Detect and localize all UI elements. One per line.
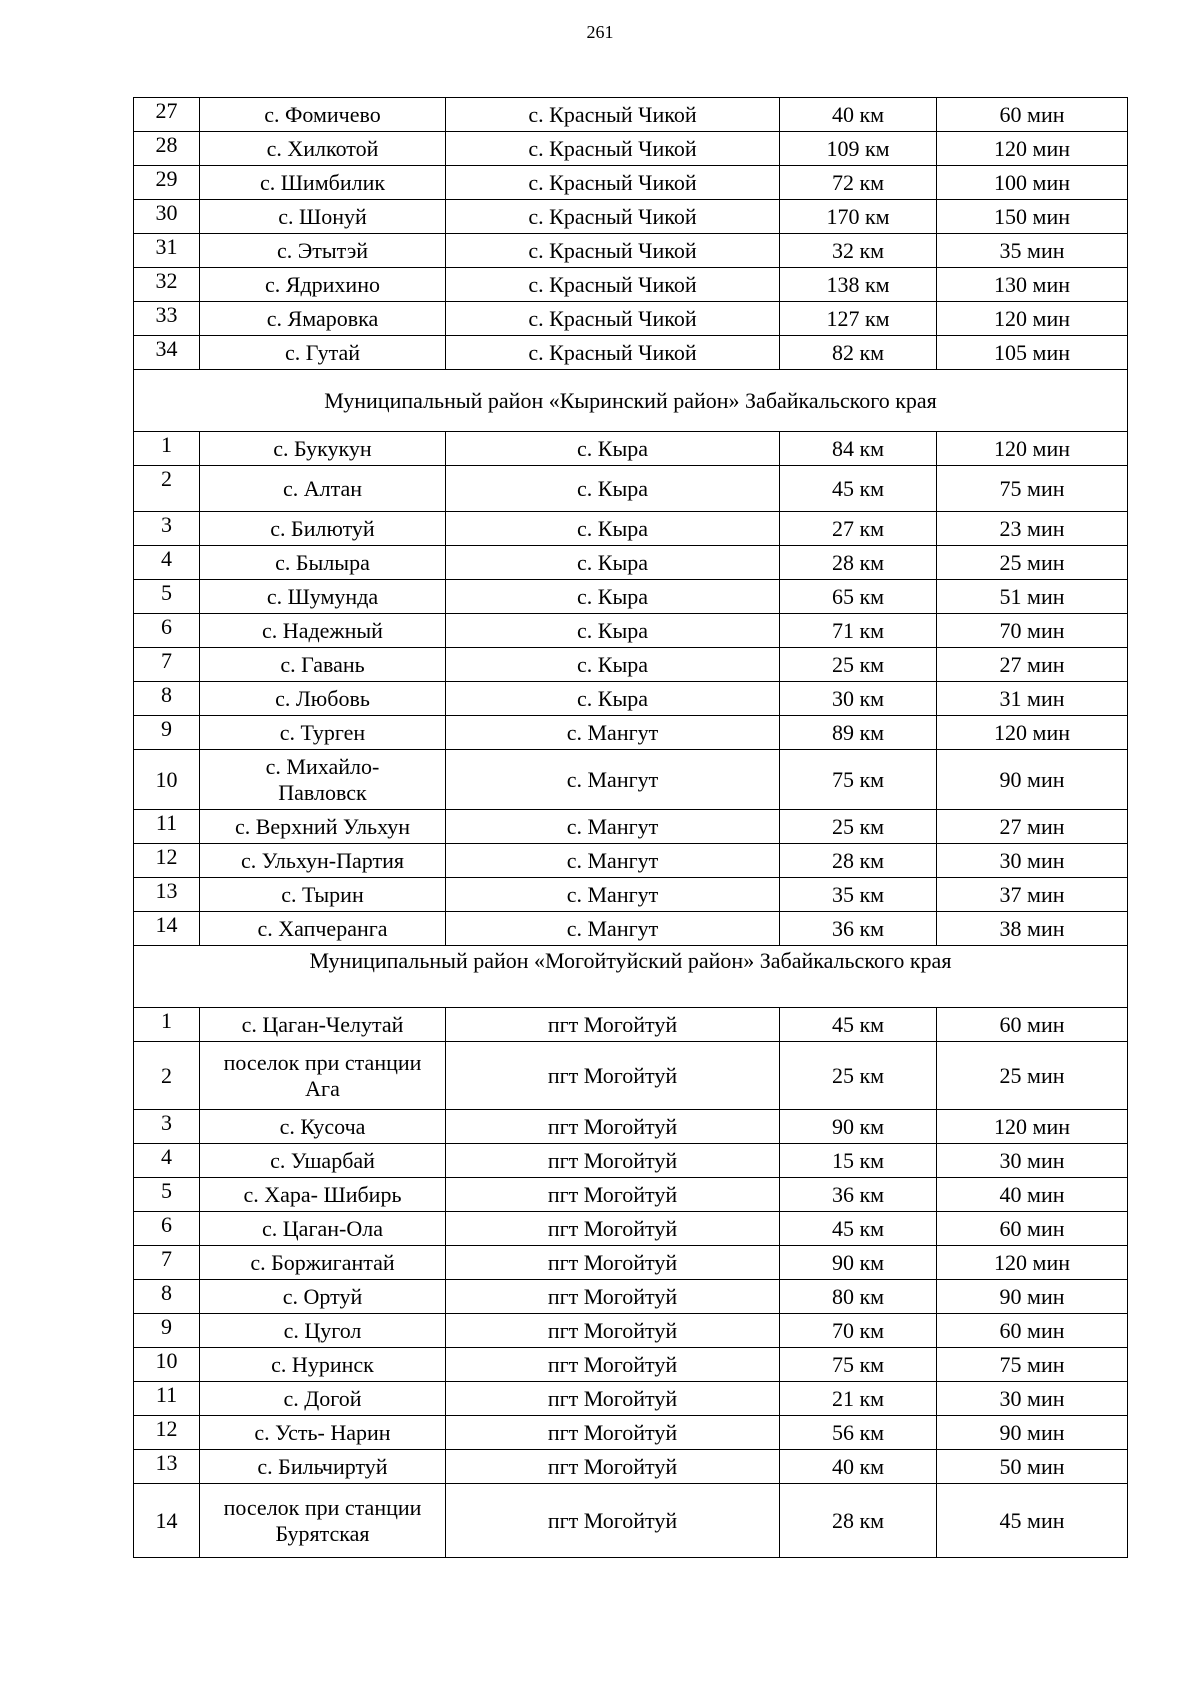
distance-cell: 21 км xyxy=(780,1382,937,1416)
destination-cell: пгт Могойтуй xyxy=(446,1212,780,1246)
destination-cell: пгт Могойтуй xyxy=(446,1008,780,1042)
distance-cell: 28 км xyxy=(780,546,937,580)
destination-cell: с. Красный Чикой xyxy=(446,268,780,302)
row-number-cell: 8 xyxy=(134,1280,200,1314)
table-row xyxy=(134,466,1128,512)
travel-time-cell: 70 мин xyxy=(937,614,1128,648)
row-number-cell: 1 xyxy=(134,1008,200,1042)
row-number-cell: 32 xyxy=(134,268,200,302)
destination-cell: пгт Могойтуй xyxy=(446,1450,780,1484)
distance-cell: 80 км xyxy=(780,1280,937,1314)
destination-cell: с. Красный Чикой xyxy=(446,336,780,370)
origin-cell: с. Билютуй xyxy=(200,512,446,546)
origin-cell: с. Хара- Шибирь xyxy=(200,1178,446,1212)
table-row xyxy=(134,1212,1128,1246)
table-row xyxy=(134,810,1128,844)
travel-time-cell: 40 мин xyxy=(937,1178,1128,1212)
table-row xyxy=(134,614,1128,648)
row-number-cell: 2 xyxy=(134,466,200,512)
destination-cell: с. Мангут xyxy=(446,716,780,750)
row-number-cell: 30 xyxy=(134,200,200,234)
distance-cell: 28 км xyxy=(780,1484,937,1558)
table-row xyxy=(134,1178,1128,1212)
distance-table-body xyxy=(134,98,1128,1558)
travel-time-cell: 100 мин xyxy=(937,166,1128,200)
origin-cell: с. Алтан xyxy=(200,466,446,512)
distance-cell: 45 км xyxy=(780,1008,937,1042)
destination-cell: с. Красный Чикой xyxy=(446,234,780,268)
origin-cell: с. Верхний Ульхун xyxy=(200,810,446,844)
row-number-cell: 12 xyxy=(134,844,200,878)
distance-cell: 30 км xyxy=(780,682,937,716)
row-number-cell: 33 xyxy=(134,302,200,336)
travel-time-cell: 90 мин xyxy=(937,750,1128,810)
origin-cell: с. Ульхун-Партия xyxy=(200,844,446,878)
destination-cell: с. Красный Чикой xyxy=(446,166,780,200)
origin-line-1: с. Михайло- xyxy=(265,753,380,779)
table-row xyxy=(134,1246,1128,1280)
travel-time-cell: 35 мин xyxy=(937,234,1128,268)
destination-cell: с. Мангут xyxy=(446,750,780,810)
row-number-cell: 6 xyxy=(134,614,200,648)
origin-line-2: Ага xyxy=(305,1075,340,1101)
destination-cell: пгт Могойтуй xyxy=(446,1280,780,1314)
row-number-cell: 1 xyxy=(134,432,200,466)
origin-cell: с. Цаган-Ола xyxy=(200,1212,446,1246)
travel-time-cell: 120 мин xyxy=(937,132,1128,166)
destination-cell: с. Мангут xyxy=(446,912,780,946)
travel-time-cell: 37 мин xyxy=(937,878,1128,912)
row-number-cell: 28 xyxy=(134,132,200,166)
table-row xyxy=(134,1042,1128,1110)
destination-cell: с. Кыра xyxy=(446,512,780,546)
origin-cell: с. Усть- Нарин xyxy=(200,1416,446,1450)
destination-cell: с. Мангут xyxy=(446,810,780,844)
table-row xyxy=(134,1008,1128,1042)
section-title: Муниципальный район «Кыринский район» Забайкальского края xyxy=(134,370,1128,432)
table-row xyxy=(134,98,1128,132)
origin-cell xyxy=(200,1042,446,1110)
travel-time-cell: 60 мин xyxy=(937,98,1128,132)
origin-cell: с. Турген xyxy=(200,716,446,750)
distance-cell: 56 км xyxy=(780,1416,937,1450)
origin-cell: с. Бильчиртуй xyxy=(200,1450,446,1484)
row-number-cell: 29 xyxy=(134,166,200,200)
row-number-cell: 11 xyxy=(134,810,200,844)
travel-time-cell: 25 мин xyxy=(937,1042,1128,1110)
distance-cell: 35 км xyxy=(780,878,937,912)
distance-cell: 45 км xyxy=(780,466,937,512)
row-number-cell: 27 xyxy=(134,98,200,132)
travel-time-cell: 120 мин xyxy=(937,716,1128,750)
travel-time-cell: 130 мин xyxy=(937,268,1128,302)
table-row xyxy=(134,1314,1128,1348)
table-row xyxy=(134,512,1128,546)
travel-time-cell: 120 мин xyxy=(937,432,1128,466)
table-row xyxy=(134,844,1128,878)
destination-cell: пгт Могойтуй xyxy=(446,1314,780,1348)
travel-time-cell: 90 мин xyxy=(937,1416,1128,1450)
origin-cell: с. Любовь xyxy=(200,682,446,716)
travel-time-cell: 25 мин xyxy=(937,546,1128,580)
origin-cell: с. Фомичево xyxy=(200,98,446,132)
travel-time-cell: 120 мин xyxy=(937,1110,1128,1144)
destination-cell: пгт Могойтуй xyxy=(446,1042,780,1110)
table-row xyxy=(134,1110,1128,1144)
travel-time-cell: 75 мин xyxy=(937,466,1128,512)
travel-time-cell: 30 мин xyxy=(937,1382,1128,1416)
table-row xyxy=(134,1382,1128,1416)
travel-time-cell: 105 мин xyxy=(937,336,1128,370)
travel-time-cell: 27 мин xyxy=(937,648,1128,682)
row-number-cell: 4 xyxy=(134,1144,200,1178)
row-number-cell: 7 xyxy=(134,1246,200,1280)
table-row xyxy=(134,750,1128,810)
table-row xyxy=(134,1348,1128,1382)
row-number-cell: 14 xyxy=(134,1484,200,1558)
origin-cell: с. Былыра xyxy=(200,546,446,580)
table-row xyxy=(134,1484,1128,1558)
distance-cell: 170 км xyxy=(780,200,937,234)
origin-cell: с. Боржигантай xyxy=(200,1246,446,1280)
travel-time-cell: 60 мин xyxy=(937,1008,1128,1042)
destination-cell: с. Кыра xyxy=(446,432,780,466)
travel-time-cell: 51 мин xyxy=(937,580,1128,614)
table-row xyxy=(134,878,1128,912)
row-number-cell: 13 xyxy=(134,878,200,912)
table-row xyxy=(134,432,1128,466)
row-number-cell: 3 xyxy=(134,512,200,546)
row-number-cell: 4 xyxy=(134,546,200,580)
table-row xyxy=(134,1144,1128,1178)
origin-cell: с. Шумунда xyxy=(200,580,446,614)
origin-cell: с. Хапчеранга xyxy=(200,912,446,946)
row-number-cell: 10 xyxy=(134,1348,200,1382)
table-row xyxy=(134,580,1128,614)
travel-time-cell: 38 мин xyxy=(937,912,1128,946)
travel-time-cell: 27 мин xyxy=(937,810,1128,844)
travel-time-cell: 31 мин xyxy=(937,682,1128,716)
travel-time-cell: 23 мин xyxy=(937,512,1128,546)
travel-time-cell: 30 мин xyxy=(937,844,1128,878)
row-number-cell: 7 xyxy=(134,648,200,682)
origin-cell: с. Хилкотой xyxy=(200,132,446,166)
origin-line-2: Бурятская xyxy=(275,1520,370,1546)
travel-time-cell: 150 мин xyxy=(937,200,1128,234)
table-row xyxy=(134,234,1128,268)
destination-cell: пгт Могойтуй xyxy=(446,1348,780,1382)
origin-line-1: поселок при станции xyxy=(223,1049,422,1075)
table-row xyxy=(134,716,1128,750)
destination-cell: с. Красный Чикой xyxy=(446,98,780,132)
destination-cell: с. Кыра xyxy=(446,682,780,716)
row-number-cell: 31 xyxy=(134,234,200,268)
table-row xyxy=(134,546,1128,580)
table-row xyxy=(134,1280,1128,1314)
origin-cell: с. Нуринск xyxy=(200,1348,446,1382)
row-number-cell: 14 xyxy=(134,912,200,946)
travel-time-cell: 60 мин xyxy=(937,1212,1128,1246)
row-number-cell: 2 xyxy=(134,1042,200,1110)
table-row xyxy=(134,1450,1128,1484)
travel-time-cell: 60 мин xyxy=(937,1314,1128,1348)
row-number-cell: 5 xyxy=(134,1178,200,1212)
origin-cell: с. Ямаровка xyxy=(200,302,446,336)
distance-cell: 36 км xyxy=(780,1178,937,1212)
destination-cell: с. Красный Чикой xyxy=(446,302,780,336)
row-number-cell: 13 xyxy=(134,1450,200,1484)
origin-cell: с. Ушарбай xyxy=(200,1144,446,1178)
distance-cell: 70 км xyxy=(780,1314,937,1348)
travel-time-cell: 50 мин xyxy=(937,1450,1128,1484)
distance-cell: 75 км xyxy=(780,1348,937,1382)
travel-time-cell: 90 мин xyxy=(937,1280,1128,1314)
distance-cell: 127 км xyxy=(780,302,937,336)
destination-cell: пгт Могойтуй xyxy=(446,1144,780,1178)
distance-cell: 109 км xyxy=(780,132,937,166)
row-number-cell: 11 xyxy=(134,1382,200,1416)
destination-cell: с. Красный Чикой xyxy=(446,132,780,166)
distance-cell: 89 км xyxy=(780,716,937,750)
origin-cell: с. Шимбилик xyxy=(200,166,446,200)
origin-cell: с. Ортуй xyxy=(200,1280,446,1314)
travel-time-cell: 45 мин xyxy=(937,1484,1128,1558)
distance-cell: 36 км xyxy=(780,912,937,946)
destination-cell: с. Красный Чикой xyxy=(446,200,780,234)
destination-cell: с. Кыра xyxy=(446,614,780,648)
distance-cell: 71 км xyxy=(780,614,937,648)
distance-cell: 82 км xyxy=(780,336,937,370)
distance-cell: 25 км xyxy=(780,648,937,682)
origin-cell: с. Цаган-Челутай xyxy=(200,1008,446,1042)
distance-cell: 84 км xyxy=(780,432,937,466)
distance-cell: 138 км xyxy=(780,268,937,302)
travel-time-cell: 30 мин xyxy=(937,1144,1128,1178)
distance-cell: 65 км xyxy=(780,580,937,614)
origin-cell: с. Догой xyxy=(200,1382,446,1416)
distance-table xyxy=(133,97,1128,1558)
origin-cell: с. Цугол xyxy=(200,1314,446,1348)
distance-cell: 27 км xyxy=(780,512,937,546)
section-header-row xyxy=(134,370,1128,432)
distance-cell: 75 км xyxy=(780,750,937,810)
destination-cell: с. Мангут xyxy=(446,844,780,878)
table-row xyxy=(134,200,1128,234)
origin-cell xyxy=(200,750,446,810)
distance-cell: 90 км xyxy=(780,1110,937,1144)
row-number-cell: 3 xyxy=(134,1110,200,1144)
destination-cell: пгт Могойтуй xyxy=(446,1246,780,1280)
row-number-cell: 9 xyxy=(134,716,200,750)
distance-cell: 32 км xyxy=(780,234,937,268)
origin-cell: с. Тырин xyxy=(200,878,446,912)
travel-time-cell: 75 мин xyxy=(937,1348,1128,1382)
destination-cell: с. Кыра xyxy=(446,580,780,614)
destination-cell: пгт Могойтуй xyxy=(446,1416,780,1450)
distance-cell: 15 км xyxy=(780,1144,937,1178)
distance-cell: 90 км xyxy=(780,1246,937,1280)
distance-cell: 45 км xyxy=(780,1212,937,1246)
table-row xyxy=(134,336,1128,370)
origin-line-1: поселок при станции xyxy=(223,1494,422,1520)
origin-cell: с. Ядрихино xyxy=(200,268,446,302)
destination-cell: пгт Могойтуй xyxy=(446,1484,780,1558)
origin-cell: с. Надежный xyxy=(200,614,446,648)
origin-cell: с. Гавань xyxy=(200,648,446,682)
origin-cell: с. Этытэй xyxy=(200,234,446,268)
table-row xyxy=(134,132,1128,166)
table-row xyxy=(134,1416,1128,1450)
origin-cell: с. Кусоча xyxy=(200,1110,446,1144)
origin-cell: с. Букукун xyxy=(200,432,446,466)
travel-time-cell: 120 мин xyxy=(937,1246,1128,1280)
destination-cell: пгт Могойтуй xyxy=(446,1382,780,1416)
distance-cell: 25 км xyxy=(780,810,937,844)
destination-cell: с. Кыра xyxy=(446,546,780,580)
table-row xyxy=(134,166,1128,200)
page-number: 261 xyxy=(586,22,614,42)
table-row xyxy=(134,302,1128,336)
table-row xyxy=(134,682,1128,716)
row-number-cell: 10 xyxy=(134,750,200,810)
row-number-cell: 9 xyxy=(134,1314,200,1348)
distance-cell: 40 км xyxy=(780,1450,937,1484)
table-row xyxy=(134,648,1128,682)
row-number-cell: 34 xyxy=(134,336,200,370)
row-number-cell: 8 xyxy=(134,682,200,716)
travel-time-cell: 120 мин xyxy=(937,302,1128,336)
origin-cell: с. Гутай xyxy=(200,336,446,370)
destination-cell: с. Мангут xyxy=(446,878,780,912)
distance-cell: 72 км xyxy=(780,166,937,200)
row-number-cell: 12 xyxy=(134,1416,200,1450)
origin-cell: с. Шонуй xyxy=(200,200,446,234)
destination-cell: с. Кыра xyxy=(446,466,780,512)
row-number-cell: 5 xyxy=(134,580,200,614)
origin-cell xyxy=(200,1484,446,1558)
origin-line-2: Павловск xyxy=(278,779,367,805)
distance-cell: 25 км xyxy=(780,1042,937,1110)
table-row xyxy=(134,268,1128,302)
distance-cell: 40 км xyxy=(780,98,937,132)
table-row xyxy=(134,912,1128,946)
row-number-cell: 6 xyxy=(134,1212,200,1246)
destination-cell: пгт Могойтуй xyxy=(446,1178,780,1212)
distance-cell: 28 км xyxy=(780,844,937,878)
destination-cell: с. Кыра xyxy=(446,648,780,682)
destination-cell: пгт Могойтуй xyxy=(446,1110,780,1144)
section-title: Муниципальный район «Могойтуйский район» Забайкальского края xyxy=(134,946,1128,1008)
section-header-row xyxy=(134,946,1128,1008)
